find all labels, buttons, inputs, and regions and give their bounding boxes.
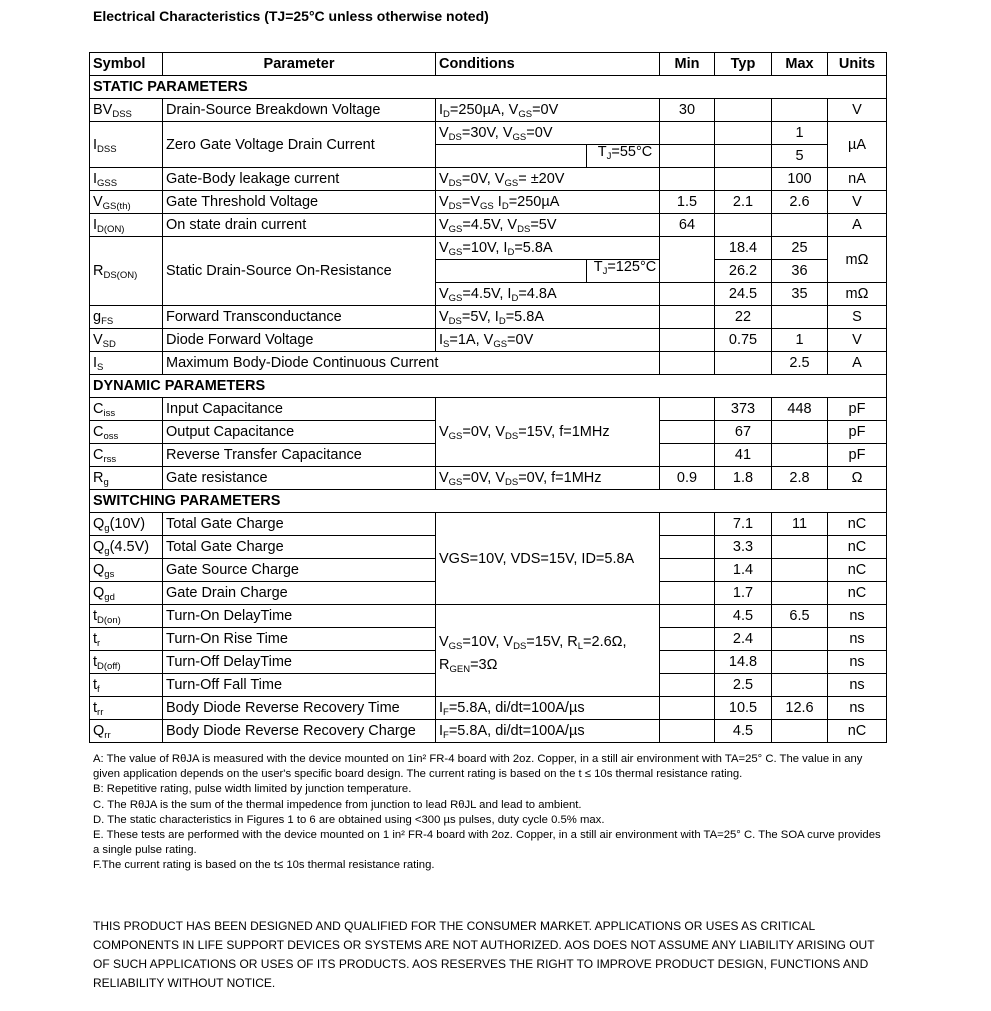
symbol-coss: $C_{oss}$	[90, 421, 163, 444]
min	[660, 283, 715, 306]
param: Diode Forward Voltage	[163, 329, 436, 352]
param: Gate resistance	[163, 467, 436, 490]
typ	[715, 145, 772, 168]
typ: 2.4	[715, 628, 772, 651]
typ: 41	[715, 444, 772, 467]
unit: S	[828, 306, 887, 329]
max: 2.8	[772, 467, 828, 490]
table-row	[90, 352, 887, 375]
max: 5	[772, 145, 828, 168]
min	[660, 582, 715, 605]
unit: ns	[828, 697, 887, 720]
typ: 4.5	[715, 720, 772, 743]
cond: $V_{DS}=30V$, $V_{GS}=0V$	[436, 122, 660, 145]
param: Total Gate Charge	[163, 513, 436, 536]
symbol-vsd: $V_{SD}$	[90, 329, 163, 352]
max: 12.6	[772, 697, 828, 720]
typ	[715, 352, 772, 375]
note-d: D. The static characteristics in Figures 1 to 6 are obtained using <300 µs pulses, duty cycle 0.5% max.	[93, 813, 605, 826]
unit: pF	[828, 421, 887, 444]
max	[772, 720, 828, 743]
max	[772, 674, 828, 697]
section-static: STATIC PARAMETERS	[90, 76, 887, 99]
cond: $V_{DS}=5V$, $I_D=5.8A$	[436, 306, 660, 329]
min	[660, 398, 715, 421]
typ	[715, 99, 772, 122]
table-row	[90, 720, 887, 743]
typ: 2.5	[715, 674, 772, 697]
symbol-qg10: $Q_g(10V)$	[90, 513, 163, 536]
note-c: C. The RθJA is the sum of the thermal impedence from junction to lead RθJL and lead to ambient.	[93, 798, 582, 811]
param: Gate Source Charge	[163, 559, 436, 582]
max: 1	[772, 329, 828, 352]
unit: µA	[828, 122, 887, 168]
symbol-qrr: $Q_{rr}$	[90, 720, 163, 743]
min	[660, 651, 715, 674]
max: 100	[772, 168, 828, 191]
section-switching: SWITCHING PARAMETERS	[90, 490, 887, 513]
cond: $V_{DS}=V_{GS}$ $I_D=250\mu A$	[436, 191, 660, 214]
max	[772, 421, 828, 444]
header-symbol: Symbol	[90, 53, 163, 76]
section-dynamic: DYNAMIC PARAMETERS	[90, 375, 887, 398]
note-e: E. These tests are performed with the device mounted on 1 in² FR-4 board with 2oz. Copper, in a still air environment with TA=25° C. The SOA curve provides a single pulse rating.	[93, 829, 881, 857]
header-parameter: Parameter	[163, 53, 436, 76]
typ: 22	[715, 306, 772, 329]
symbol-tdon: $t_{D(on)}$	[90, 605, 163, 628]
symbol-crss: $C_{rss}$	[90, 444, 163, 467]
min: 30	[660, 99, 715, 122]
cond: $V_{GS}=4.5V$, $I_D=4.8A$	[436, 283, 660, 306]
unit: Ω	[828, 467, 887, 490]
min	[660, 306, 715, 329]
cond: $I_F=5.8A$, di/dt=100A/µs	[436, 697, 660, 720]
typ: 18.4	[715, 237, 772, 260]
typ: 373	[715, 398, 772, 421]
unit: nA	[828, 168, 887, 191]
max: 448	[772, 398, 828, 421]
typ: 14.8	[715, 651, 772, 674]
min	[660, 605, 715, 628]
param: Zero Gate Voltage Drain Current	[163, 122, 436, 168]
max: 35	[772, 283, 828, 306]
unit: A	[828, 214, 887, 237]
table-row	[90, 398, 887, 421]
param: Turn-Off Fall Time	[163, 674, 436, 697]
symbol-is: $I_S$	[90, 352, 163, 375]
max	[772, 536, 828, 559]
param: On state drain current	[163, 214, 436, 237]
min	[660, 444, 715, 467]
header-typ: Typ	[715, 53, 772, 76]
table-row	[90, 306, 887, 329]
cond: $V_{GS}=0V$, $V_{DS}=15V$, f=1MHz	[436, 398, 660, 467]
symbol-vgsth: $V_{GS(th)}$	[90, 191, 163, 214]
max	[772, 582, 828, 605]
unit: mΩ	[828, 237, 887, 283]
param: Gate Drain Charge	[163, 582, 436, 605]
max	[772, 559, 828, 582]
symbol-idon: $I_{D(ON)}$	[90, 214, 163, 237]
min: 0.9	[660, 467, 715, 490]
unit: V	[828, 329, 887, 352]
symbol-qgd: $Q_{gd}$	[90, 582, 163, 605]
unit: pF	[828, 444, 887, 467]
param: Reverse Transfer Capacitance	[163, 444, 436, 467]
unit: ns	[828, 674, 887, 697]
typ	[715, 214, 772, 237]
min	[660, 237, 715, 283]
symbol-ciss: $C_{iss}$	[90, 398, 163, 421]
electrical-characteristics-table	[89, 52, 887, 743]
symbol-qg45: $Q_g(4.5V)$	[90, 536, 163, 559]
param: Input Capacitance	[163, 398, 436, 421]
min	[660, 536, 715, 559]
tj-condition: $T_J=55^\circ C$	[586, 144, 663, 168]
param: Turn-Off DelayTime	[163, 651, 436, 674]
max	[772, 444, 828, 467]
symbol-qgs: $Q_{gs}$	[90, 559, 163, 582]
cond: $I_D=250\mu A$, $V_{GS}=0V$	[436, 99, 660, 122]
param: Body Diode Reverse Recovery Time	[163, 697, 436, 720]
min	[660, 352, 715, 375]
table-row	[90, 122, 887, 145]
typ: 2.1	[715, 191, 772, 214]
min	[660, 168, 715, 191]
max: 25	[772, 237, 828, 260]
header-row	[90, 53, 887, 76]
header-min: Min	[660, 53, 715, 76]
table-row	[90, 697, 887, 720]
unit: nC	[828, 582, 887, 605]
symbol-igss: $I_{GSS}$	[90, 168, 163, 191]
param: Total Gate Charge	[163, 536, 436, 559]
unit: A	[828, 352, 887, 375]
max	[772, 628, 828, 651]
note-a: A: The value of RθJA is measured with the device mounted on 1in² FR-4 board with 2oz. Copper, in a still air environment with TA=25° C. The value in any given application depends on the user's specific board design. The current rating is based on the t ≤ 10s thermal resistance rating.	[93, 753, 863, 781]
typ: 1.8	[715, 467, 772, 490]
typ: 67	[715, 421, 772, 444]
unit: ns	[828, 628, 887, 651]
min	[660, 628, 715, 651]
table-row	[90, 605, 887, 628]
header-max: Max	[772, 53, 828, 76]
param: Static Drain-Source On-Resistance	[163, 237, 436, 306]
table-row	[90, 168, 887, 191]
typ: 1.7	[715, 582, 772, 605]
unit: mΩ	[828, 283, 887, 306]
unit: nC	[828, 536, 887, 559]
param: Turn-On Rise Time	[163, 628, 436, 651]
param: Drain-Source Breakdown Voltage	[163, 99, 436, 122]
note-b: B: Repetitive rating, pulse width limited by junction temperature.	[93, 783, 412, 796]
table-row	[90, 191, 887, 214]
min	[660, 122, 715, 145]
min	[660, 145, 715, 168]
max: 2.5	[772, 352, 828, 375]
min	[660, 720, 715, 743]
typ	[715, 168, 772, 191]
param: Maximum Body-Diode Continuous Current	[163, 352, 660, 375]
typ: 26.2	[715, 260, 772, 283]
table-row	[90, 99, 887, 122]
param: Gate-Body leakage current	[163, 168, 436, 191]
symbol-rg: $R_g$	[90, 467, 163, 490]
param: Turn-On DelayTime	[163, 605, 436, 628]
cond: $V_{GS}=10V$, $I_D=5.8A$	[436, 237, 660, 260]
min	[660, 559, 715, 582]
max	[772, 651, 828, 674]
table-row	[90, 237, 887, 260]
cond: $I_F=5.8A$, di/dt=100A/µs	[436, 720, 660, 743]
min	[660, 421, 715, 444]
min	[660, 697, 715, 720]
cond: VGS=10V, VDS=15V, ID=5.8A	[436, 513, 660, 605]
typ: 3.3	[715, 536, 772, 559]
cond: $V_{GS}=4.5V$, $V_{DS}=5V$	[436, 214, 660, 237]
symbol-rdson: $R_{DS(ON)}$	[90, 237, 163, 306]
min	[660, 513, 715, 536]
typ: 1.4	[715, 559, 772, 582]
table-row	[90, 467, 887, 490]
tj-condition: $T_J=125^\circ C$	[586, 259, 663, 283]
min: 64	[660, 214, 715, 237]
param: Body Diode Reverse Recovery Charge	[163, 720, 436, 743]
typ: 0.75	[715, 329, 772, 352]
typ: 24.5	[715, 283, 772, 306]
table-row	[90, 214, 887, 237]
unit: V	[828, 99, 887, 122]
header-conditions: Conditions	[436, 53, 660, 76]
header-units: Units	[828, 53, 887, 76]
table-row	[90, 329, 887, 352]
param: Gate Threshold Voltage	[163, 191, 436, 214]
typ: 10.5	[715, 697, 772, 720]
unit: nC	[828, 720, 887, 743]
typ: 7.1	[715, 513, 772, 536]
cond: $V_{GS}=10V$, $V_{DS}=15V$, $R_L=2.6\Omega$, $R_{GEN}=3\Omega$	[436, 605, 660, 697]
page-title: Electrical Characteristics (TJ=25°C unless otherwise noted)	[93, 8, 489, 24]
cond	[436, 260, 660, 283]
max: 11	[772, 513, 828, 536]
max: 36	[772, 260, 828, 283]
max	[772, 214, 828, 237]
cond: $V_{GS}=0V$, $V_{DS}=0V$, f=1MHz	[436, 467, 660, 490]
symbol-tr: $t_r$	[90, 628, 163, 651]
max: 6.5	[772, 605, 828, 628]
unit: nC	[828, 513, 887, 536]
symbol-idss: $I_{DSS}$	[90, 122, 163, 168]
symbol-tf: $t_f$	[90, 674, 163, 697]
max: 2.6	[772, 191, 828, 214]
max: 1	[772, 122, 828, 145]
symbol-gfs: $g_{FS}$	[90, 306, 163, 329]
cond	[436, 145, 660, 168]
unit: ns	[828, 651, 887, 674]
max	[772, 99, 828, 122]
typ	[715, 122, 772, 145]
footnotes	[93, 752, 888, 874]
unit: ns	[828, 605, 887, 628]
disclaimer: THIS PRODUCT HAS BEEN DESIGNED AND QUALIFIED FOR THE CONSUMER MARKET. APPLICATIONS OR USES AS CRITICAL COMPONENTS IN LIFE SUPPORT DEVICES OR SYSTEMS ARE NOT AUTHORIZED. AOS DOES NOT ASSUME ANY LIABILITY ARISING OUT OF SUCH APPLICATIONS OR USES OF ITS PRODUCTS. AOS RESERVES THE RIGHT TO IMPROVE PRODUCT DESIGN, FUNCTIONS AND RELIABILITY WITHOUT NOTICE.	[93, 919, 875, 990]
note-f: F.The current rating is based on the t≤ 10s thermal resistance rating.	[93, 859, 435, 872]
table-row	[90, 513, 887, 536]
cond: $I_S=1A$, $V_{GS}=0V$	[436, 329, 660, 352]
symbol-bvdss: $BV_{DSS}$	[90, 99, 163, 122]
max	[772, 306, 828, 329]
unit: nC	[828, 559, 887, 582]
param: Output Capacitance	[163, 421, 436, 444]
cond: $V_{DS}=0V$, $V_{GS}= \pm 20V$	[436, 168, 660, 191]
min	[660, 329, 715, 352]
param: Forward Transconductance	[163, 306, 436, 329]
unit: pF	[828, 398, 887, 421]
unit: V	[828, 191, 887, 214]
min	[660, 674, 715, 697]
symbol-trr: $t_{rr}$	[90, 697, 163, 720]
min: 1.5	[660, 191, 715, 214]
symbol-tdoff: $t_{D(off)}$	[90, 651, 163, 674]
typ: 4.5	[715, 605, 772, 628]
